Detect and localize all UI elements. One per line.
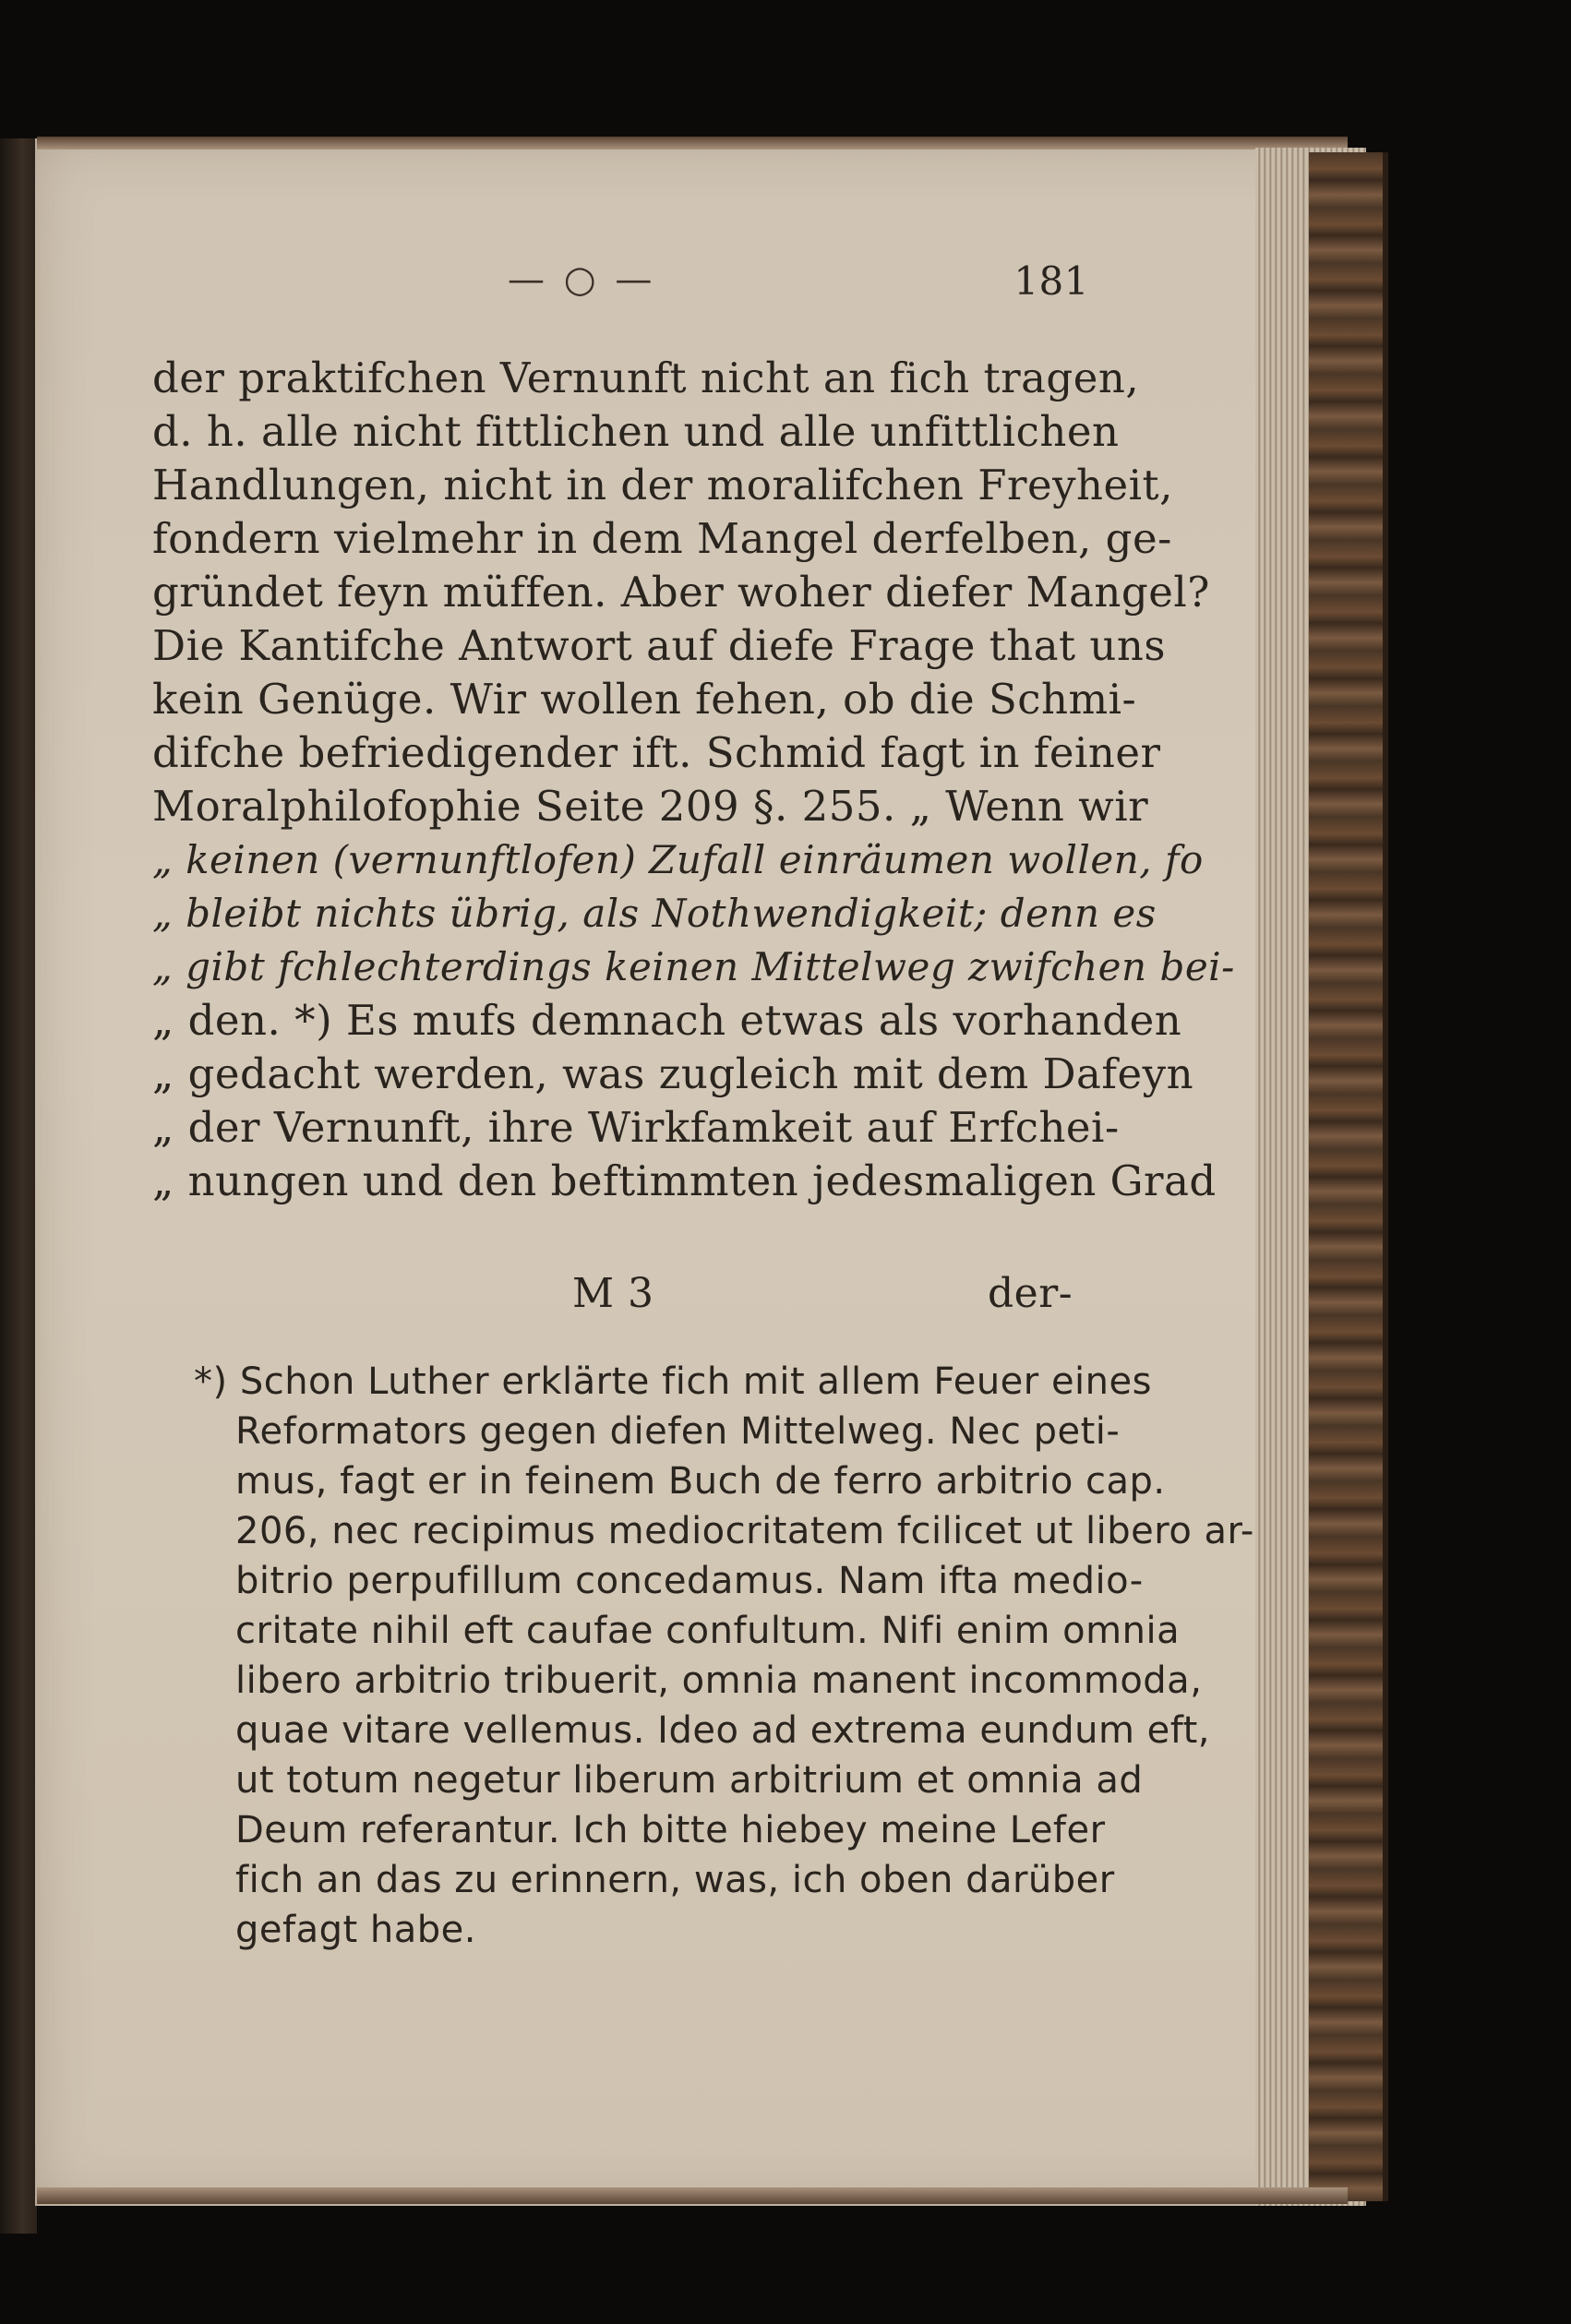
- footnote-line: fich an das zu erinnern, was, ich oben darüber: [235, 1859, 1115, 1901]
- text-line: d. h. alle nicht fittlichen und alle unfittlichen: [152, 407, 1120, 456]
- text-line: der praktifchen Vernunft nicht an fich tragen,: [152, 353, 1140, 402]
- text-line: gründet feyn müffen. Aber woher diefer Mangel?: [152, 568, 1210, 617]
- footnote-line: 206, nec recipimus mediocritatem fcilicet ut libero ar-: [235, 1510, 1254, 1552]
- text-line-italic: „ keinen (vernunftlofen) Zufall einräumen wollen, fo: [152, 837, 1204, 882]
- text-line: Moralphilofophie Seite 209 §. 255. „ Wenn wir: [152, 782, 1149, 831]
- text-line: Die Kantifche Antwort auf diefe Frage that uns: [152, 621, 1166, 670]
- text-line: „ gedacht werden, was zugleich mit dem Dafeyn: [152, 1049, 1194, 1098]
- footnote-line: *) Schon Luther erklärte fich mit allem Feuer eines: [194, 1360, 1152, 1403]
- text-line: fondern vielmehr in dem Mangel derfelben, ge-: [152, 514, 1172, 563]
- text-line-italic: „ gibt fchlechterdings keinen Mittelweg zwifchen bei-: [152, 944, 1235, 989]
- book-cover-edge: [1309, 152, 1388, 2201]
- text-line: difche befriedigender ift. Schmid fagt in feiner: [152, 728, 1161, 777]
- footnote-line: libero arbitrio tribuerit, omnia manent incommoda,: [235, 1659, 1203, 1702]
- footnote-line: ut totum negetur liberum arbitrium et omnia ad: [235, 1759, 1144, 1802]
- text-line: „ der Vernunft, ihre Wirkfamkeit auf Erfchei-: [152, 1103, 1120, 1152]
- page-top-edge: [37, 137, 1348, 150]
- text-line: „ nungen und den beftimmten jedesmaligen Grad: [152, 1156, 1217, 1205]
- text-line: Handlungen, nicht in der moralifchen Freyheit,: [152, 461, 1173, 509]
- footnote-line: Reformators gegen diefen Mittelweg. Nec peti-: [235, 1410, 1121, 1453]
- text-line: kein Genüge. Wir wollen fehen, ob die Schmi-: [152, 675, 1137, 724]
- text-line-italic: „ bleibt nichts übrig, als Nothwendigkeit; denn es: [152, 891, 1157, 936]
- footnote-line: critate nihil eft caufae confultum. Nifi enim omnia: [235, 1610, 1181, 1652]
- signature-mark: M 3: [572, 1270, 654, 1317]
- header-ornament: — ○ —: [508, 258, 656, 301]
- footnote-line: mus, fagt er in feinem Buch de ferro arbitrio cap.: [235, 1460, 1166, 1503]
- page-header: [148, 258, 1098, 314]
- footnote-line: Deum referantur. Ich bitte hiebey meine Lefer: [235, 1809, 1106, 1851]
- page-bottom-edge: [37, 2187, 1348, 2204]
- footnote-line: quae vitare vellemus. Ideo ad extrema eundum eft,: [235, 1709, 1211, 1752]
- catchword: der-: [988, 1270, 1073, 1317]
- footnote-line: gefagt habe.: [235, 1909, 476, 1951]
- text-line: „ den. *) Es mufs demnach etwas als vorhanden: [152, 996, 1182, 1045]
- adjacent-page-edge: [0, 138, 37, 2234]
- page-number: 181: [1013, 258, 1089, 304]
- footnote-line: bitrio perpufillum concedamus. Nam ifta medio-: [235, 1560, 1144, 1602]
